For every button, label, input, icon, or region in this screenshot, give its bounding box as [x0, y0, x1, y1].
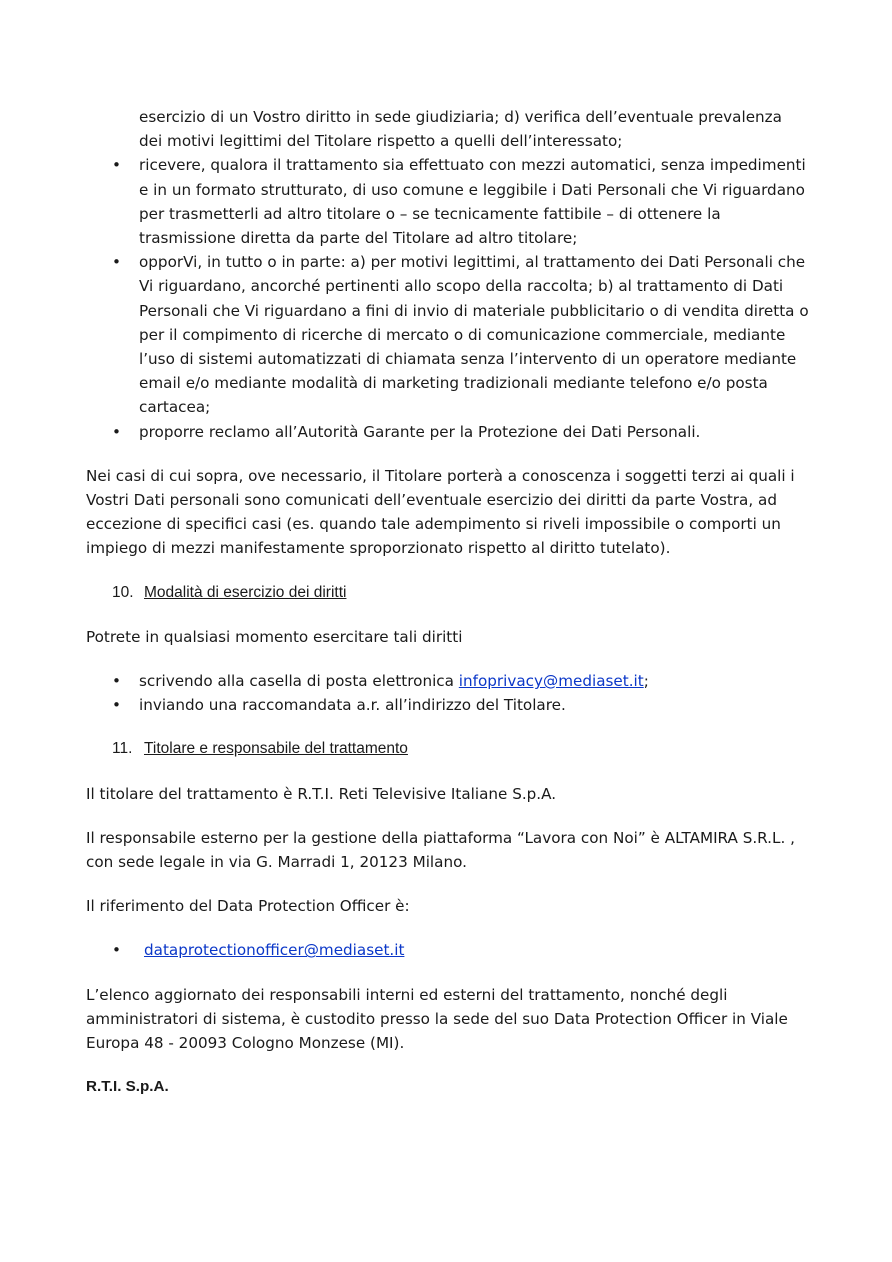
bullet-icon: •: [112, 422, 121, 441]
section-title: Modalità di esercizio dei diritti: [144, 583, 347, 601]
infoprivacy-email-link[interactable]: infoprivacy@mediaset.it: [458, 672, 644, 691]
signature: R.T.I. S.p.A.: [86, 1078, 169, 1096]
elenco-paragraph: L’elenco aggiornato dei responsabili interni ed esterni del trattamento, nonché degli amministratori di sistema, è custodito presso la sede del suo Data Protection Officer in Viale Europa 48 - 20093 Cologno Monzese (MI).: [86, 985, 788, 1053]
mail-method-text: inviando una raccomandata a.r. all’indirizzo del Titolare.: [139, 696, 566, 715]
continuation-text: [86, 105, 812, 153]
bullet-icon: •: [112, 156, 121, 175]
list-item: [86, 938, 812, 962]
list-item: [86, 153, 812, 250]
right-portability: ricevere, qualora il trattamento sia effettuato con mezzi automatici, senza impedimenti e in un formato strutturato, di uso comune e leggibile i Dati Personali che Vi riguardano per trasmetterli ad altro titolare o – se tecnicamente fattibile – di ottenere la trasmissione diretta da parte del Titolare ad altro titolare;: [139, 156, 806, 248]
notify-paragraph: Nei casi di cui sopra, ove necessario, il Titolare porterà a conoscenza i soggetti terzi ai quali i Vostri Dati personali sono comunicati dell’eventuale esercizio dei diritti da parte Vostra, ad eccezione di specifici casi (es. quando tale adempimento si riveli impossibile o comporti un impiego di mezzi manifestamente sproporzionato rispetto al diritto tutelato).: [86, 466, 795, 558]
dpo-list: [86, 938, 812, 962]
dpo-paragraph: Il riferimento del Data Protection Officer è:: [86, 897, 410, 916]
email-method-text: scrivendo alla casella di posta elettronica: [139, 672, 459, 691]
list-item: [86, 693, 812, 717]
list-item: [86, 250, 812, 419]
section-10-intro: Potrete in qualsiasi momento esercitare tali diritti: [86, 627, 463, 646]
section-10-heading: [86, 581, 812, 605]
contact-methods-list: [86, 669, 812, 717]
continuation-line-2: dei motivi legittimi del Titolare rispetto a quelli dell’interessato;: [139, 132, 623, 151]
section-number: 10.: [112, 583, 134, 601]
section-11-heading: [86, 737, 812, 761]
section-number: 11.: [112, 740, 133, 758]
document-page: [86, 105, 812, 1100]
bullet-icon: •: [112, 253, 121, 272]
bullet-icon: •: [112, 696, 121, 715]
email-method-tail: ;: [643, 672, 649, 691]
right-opposition: opporVi, in tutto o in parte: a) per motivi legittimi, al trattamento dei Dati Personali che Vi riguardano, ancorché pertinenti allo scopo della raccolta; b) al trattamento di Dati Personali che Vi riguardano a fini di invio di materiale pubblicitario o di vendita diretta o per il compimento di ricerche di mercato o di comunicazione commerciale, mediante l’uso di sistemi automatizzati di chiamata senza l’intervento di un operatore mediante email e/o mediante modalità di marketing tradizionali mediante telefono e/o posta cartacea;: [139, 253, 809, 417]
rights-list: [86, 153, 812, 443]
section-title: Titolare e responsabile del trattamento: [144, 740, 408, 758]
list-item: [86, 669, 812, 693]
dpo-email-link[interactable]: dataprotectionofficer@mediaset.it: [144, 941, 405, 960]
right-complaint: proporre reclamo all’Autorità Garante per la Protezione dei Dati Personali.: [139, 422, 701, 441]
list-item: [86, 420, 812, 444]
responsabile-paragraph: Il responsabile esterno per la gestione della piattaforma “Lavora con Noi” è ALTAMIRA S.R.L. , con sede legale in via G. Marradi 1, 20123 Milano.: [86, 828, 795, 872]
bullet-icon: •: [112, 941, 121, 960]
titolare-paragraph: Il titolare del trattamento è R.T.I. Reti Televisive Italiane S.p.A.: [86, 784, 557, 803]
bullet-icon: •: [112, 672, 121, 691]
continuation-line-1: esercizio di un Vostro diritto in sede giudiziaria; d) verifica dell’eventuale prevalenza: [139, 108, 782, 126]
